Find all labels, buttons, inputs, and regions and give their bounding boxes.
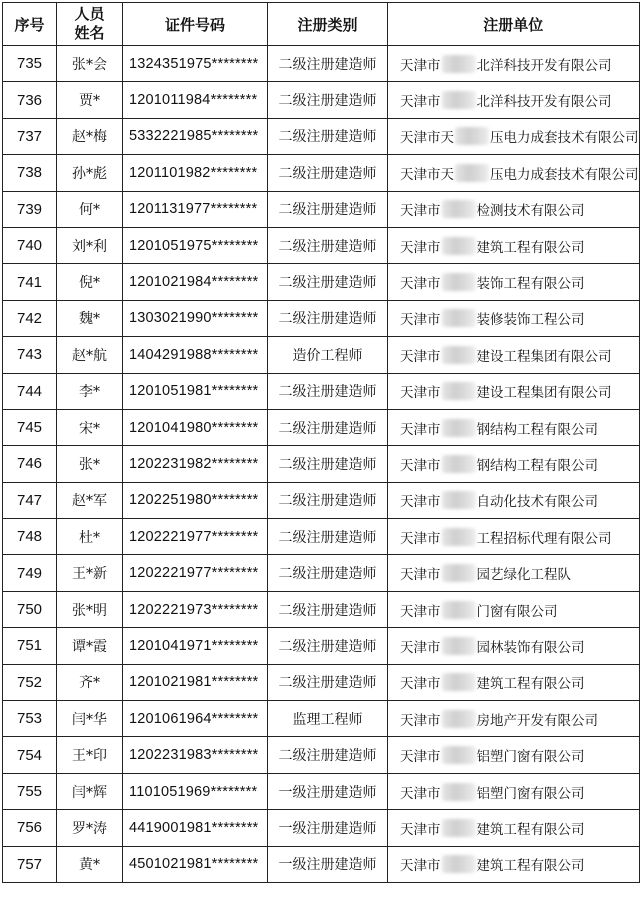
seq-cell: 745 (3, 409, 57, 445)
redaction-blur (442, 564, 476, 582)
registration-unit-cell (388, 264, 640, 300)
registration-unit-cell (388, 664, 640, 700)
seq-cell: 749 (3, 555, 57, 591)
seq-cell: 740 (3, 227, 57, 263)
id-number-cell: 1201021981******** (123, 664, 268, 700)
id-number-cell: 1303021990******** (123, 300, 268, 336)
unit-prefix: 天津市 (400, 203, 441, 220)
seq-cell: 751 (3, 628, 57, 664)
table-row (3, 46, 640, 82)
seq-cell: 741 (3, 264, 57, 300)
name-cell: 闫*华 (57, 701, 123, 737)
unit-suffix: 房地产开发有限公司 (476, 712, 598, 729)
redaction-blur (442, 237, 476, 255)
seq-cell: 747 (3, 482, 57, 518)
table-row (3, 118, 640, 154)
name-cell: 罗*涛 (57, 810, 123, 846)
unit-suffix: 钢结构工程有限公司 (476, 421, 598, 438)
unit-prefix: 天津市 (400, 239, 441, 256)
seq-cell: 753 (3, 701, 57, 737)
header-name-line2: 姓名 (74, 24, 105, 42)
table-row (3, 846, 640, 882)
name-cell: 杜* (57, 519, 123, 555)
seq-cell: 755 (3, 773, 57, 809)
unit-prefix: 天津市 (400, 567, 441, 584)
redaction-blur (442, 746, 476, 764)
name-cell: 谭*霞 (57, 628, 123, 664)
table-row (3, 446, 640, 482)
redaction-blur (442, 855, 476, 873)
unit-suffix: 铝塑门窗有限公司 (476, 785, 585, 802)
unit-suffix: 工程招标代理有限公司 (476, 530, 612, 547)
registration-unit-cell (388, 519, 640, 555)
name-cell: 赵*军 (57, 482, 123, 518)
name-cell: 宋* (57, 409, 123, 445)
unit-suffix: 建设工程集团有限公司 (476, 385, 612, 402)
table-row (3, 264, 640, 300)
id-number-cell: 1201041971******** (123, 628, 268, 664)
id-number-cell: 1202221977******** (123, 555, 268, 591)
header-seq: 序号 (3, 3, 57, 46)
seq-cell: 735 (3, 46, 57, 82)
redaction-blur (442, 273, 476, 291)
registration-unit-cell (388, 482, 640, 518)
table-row (3, 300, 640, 336)
id-number-cell: 1202221973******** (123, 591, 268, 627)
registration-type-cell: 监理工程师 (268, 701, 388, 737)
unit-suffix: 建筑工程有限公司 (476, 239, 585, 256)
registration-type-cell: 二级注册建造师 (268, 482, 388, 518)
registration-unit-cell (388, 810, 640, 846)
name-cell: 齐* (57, 664, 123, 700)
name-cell: 刘*利 (57, 227, 123, 263)
unit-suffix: 铝塑门窗有限公司 (476, 749, 585, 766)
registration-type-cell: 二级注册建造师 (268, 628, 388, 664)
table-row (3, 591, 640, 627)
unit-prefix: 天津市 (400, 94, 441, 111)
name-cell: 倪* (57, 264, 123, 300)
registration-type-cell: 一级注册建造师 (268, 810, 388, 846)
registration-table (2, 2, 640, 883)
table-row (3, 155, 640, 191)
registration-type-cell: 二级注册建造师 (268, 227, 388, 263)
name-cell: 魏* (57, 300, 123, 336)
unit-suffix: 自动化技术有限公司 (476, 494, 598, 511)
header-id: 证件号码 (123, 3, 268, 46)
id-number-cell: 1202221977******** (123, 519, 268, 555)
header-type: 注册类别 (268, 3, 388, 46)
header-name (57, 3, 123, 46)
unit-prefix: 天津市 (400, 821, 441, 838)
registration-type-cell: 一级注册建造师 (268, 846, 388, 882)
name-cell: 张*会 (57, 46, 123, 82)
unit-suffix: 建设工程集团有限公司 (476, 348, 612, 365)
registration-unit-cell (388, 591, 640, 627)
unit-suffix: 装饰工程有限公司 (476, 276, 585, 293)
registration-type-cell: 二级注册建造师 (268, 519, 388, 555)
redaction-blur (442, 601, 476, 619)
unit-prefix: 天津市天 (400, 130, 454, 147)
redaction-blur (442, 455, 476, 473)
registration-type-cell: 二级注册建造师 (268, 46, 388, 82)
id-number-cell: 1201101982******** (123, 155, 268, 191)
unit-prefix: 天津市 (400, 749, 441, 766)
id-number-cell: 1201041980******** (123, 409, 268, 445)
registration-table-container (2, 2, 640, 883)
unit-suffix: 建筑工程有限公司 (476, 676, 585, 693)
table-row (3, 191, 640, 227)
redaction-blur (442, 783, 476, 801)
redaction-blur (442, 55, 476, 73)
registration-unit-cell (388, 227, 640, 263)
name-cell: 张* (57, 446, 123, 482)
table-row (3, 82, 640, 118)
registration-unit-cell (388, 300, 640, 336)
seq-cell: 742 (3, 300, 57, 336)
id-number-cell: 1201051981******** (123, 373, 268, 409)
id-number-cell: 1201061964******** (123, 701, 268, 737)
seq-cell: 736 (3, 82, 57, 118)
seq-cell: 748 (3, 519, 57, 555)
redaction-blur (455, 164, 489, 182)
registration-type-cell: 造价工程师 (268, 337, 388, 373)
name-cell: 王*新 (57, 555, 123, 591)
redaction-blur (442, 91, 476, 109)
name-cell: 赵*航 (57, 337, 123, 373)
redaction-blur (442, 819, 476, 837)
header-name-line1: 人员 (74, 5, 105, 23)
seq-cell: 743 (3, 337, 57, 373)
registration-type-cell: 二级注册建造师 (268, 300, 388, 336)
table-row (3, 701, 640, 737)
redaction-blur (442, 491, 476, 509)
unit-prefix: 天津市 (400, 676, 441, 693)
id-number-cell: 1324351975******** (123, 46, 268, 82)
unit-suffix: 装修装饰工程公司 (476, 312, 585, 329)
seq-cell: 752 (3, 664, 57, 700)
unit-prefix: 天津市 (400, 639, 441, 656)
registration-type-cell: 二级注册建造师 (268, 82, 388, 118)
seq-cell: 754 (3, 737, 57, 773)
seq-cell: 750 (3, 591, 57, 627)
registration-type-cell: 二级注册建造师 (268, 409, 388, 445)
table-row (3, 810, 640, 846)
registration-unit-cell (388, 701, 640, 737)
table-row (3, 409, 640, 445)
registration-type-cell: 二级注册建造师 (268, 155, 388, 191)
registration-type-cell: 二级注册建造师 (268, 737, 388, 773)
registration-type-cell: 二级注册建造师 (268, 264, 388, 300)
unit-suffix: 园艺绿化工程队 (476, 567, 571, 584)
unit-prefix: 天津市 (400, 421, 441, 438)
id-number-cell: 4501021981******** (123, 846, 268, 882)
registration-unit-cell (388, 191, 640, 227)
table-row (3, 227, 640, 263)
id-number-cell: 1404291988******** (123, 337, 268, 373)
id-number-cell: 5332221985******** (123, 118, 268, 154)
seq-cell: 756 (3, 810, 57, 846)
registration-unit-cell (388, 555, 640, 591)
unit-suffix: 建筑工程有限公司 (476, 858, 585, 875)
registration-unit-cell (388, 118, 640, 154)
table-row (3, 628, 640, 664)
name-cell: 何* (57, 191, 123, 227)
seq-cell: 737 (3, 118, 57, 154)
name-cell: 孙*彪 (57, 155, 123, 191)
registration-unit-cell (388, 628, 640, 664)
name-cell: 张*明 (57, 591, 123, 627)
registration-unit-cell (388, 82, 640, 118)
seq-cell: 744 (3, 373, 57, 409)
redaction-blur (442, 382, 476, 400)
table-row (3, 555, 640, 591)
table-row (3, 664, 640, 700)
redaction-blur (442, 528, 476, 546)
id-number-cell: 1101051969******** (123, 773, 268, 809)
table-header-row (3, 3, 640, 46)
name-cell: 黄* (57, 846, 123, 882)
id-number-cell: 1202251980******** (123, 482, 268, 518)
unit-prefix: 天津市 (400, 276, 441, 293)
id-number-cell: 4419001981******** (123, 810, 268, 846)
unit-suffix: 门窗有限公司 (476, 603, 558, 620)
redaction-blur (455, 127, 489, 145)
redaction-blur (442, 346, 476, 364)
registration-type-cell: 二级注册建造师 (268, 555, 388, 591)
unit-prefix: 天津市 (400, 385, 441, 402)
registration-unit-cell (388, 373, 640, 409)
registration-unit-cell (388, 773, 640, 809)
unit-prefix: 天津市 (400, 348, 441, 365)
table-row (3, 482, 640, 518)
unit-suffix: 园林装饰有限公司 (476, 639, 585, 656)
seq-cell: 738 (3, 155, 57, 191)
registration-unit-cell (388, 46, 640, 82)
seq-cell: 739 (3, 191, 57, 227)
registration-type-cell: 二级注册建造师 (268, 191, 388, 227)
name-cell: 赵*梅 (57, 118, 123, 154)
unit-suffix: 北洋科技开发有限公司 (476, 94, 612, 111)
seq-cell: 757 (3, 846, 57, 882)
table-row (3, 773, 640, 809)
id-number-cell: 1201011984******** (123, 82, 268, 118)
unit-suffix: 压电力成套技术有限公司 (490, 130, 639, 147)
table-row (3, 737, 640, 773)
registration-unit-cell (388, 155, 640, 191)
redaction-blur (442, 419, 476, 437)
unit-prefix: 天津市 (400, 57, 441, 74)
redaction-blur (442, 309, 476, 327)
redaction-blur (442, 200, 476, 218)
table-row (3, 519, 640, 555)
header-unit: 注册单位 (388, 3, 640, 46)
redaction-blur (442, 673, 476, 691)
unit-prefix: 天津市 (400, 494, 441, 511)
registration-unit-cell (388, 409, 640, 445)
id-number-cell: 1202231982******** (123, 446, 268, 482)
seq-cell: 746 (3, 446, 57, 482)
unit-prefix: 天津市 (400, 858, 441, 875)
unit-prefix: 天津市 (400, 312, 441, 329)
id-number-cell: 1201051975******** (123, 227, 268, 263)
unit-prefix: 天津市 (400, 603, 441, 620)
name-cell: 闫*辉 (57, 773, 123, 809)
registration-type-cell: 二级注册建造师 (268, 373, 388, 409)
unit-suffix: 北洋科技开发有限公司 (476, 57, 612, 74)
unit-prefix: 天津市 (400, 785, 441, 802)
id-number-cell: 1201131977******** (123, 191, 268, 227)
registration-unit-cell (388, 446, 640, 482)
name-cell: 贾* (57, 82, 123, 118)
name-cell: 李* (57, 373, 123, 409)
unit-suffix: 压电力成套技术有限公司 (490, 166, 639, 183)
unit-prefix: 天津市 (400, 457, 441, 474)
id-number-cell: 1202231983******** (123, 737, 268, 773)
registration-type-cell: 二级注册建造师 (268, 591, 388, 627)
redaction-blur (442, 710, 476, 728)
id-number-cell: 1201021984******** (123, 264, 268, 300)
registration-type-cell: 二级注册建造师 (268, 446, 388, 482)
registration-unit-cell (388, 737, 640, 773)
unit-suffix: 检测技术有限公司 (476, 203, 585, 220)
unit-prefix: 天津市 (400, 530, 441, 547)
redaction-blur (442, 637, 476, 655)
name-cell: 王*印 (57, 737, 123, 773)
unit-suffix: 钢结构工程有限公司 (476, 457, 598, 474)
table-row (3, 337, 640, 373)
unit-prefix: 天津市天 (400, 166, 454, 183)
registration-type-cell: 二级注册建造师 (268, 664, 388, 700)
table-row (3, 373, 640, 409)
registration-type-cell: 二级注册建造师 (268, 118, 388, 154)
unit-prefix: 天津市 (400, 712, 441, 729)
registration-unit-cell (388, 337, 640, 373)
registration-type-cell: 一级注册建造师 (268, 773, 388, 809)
unit-suffix: 建筑工程有限公司 (476, 821, 585, 838)
registration-unit-cell (388, 846, 640, 882)
